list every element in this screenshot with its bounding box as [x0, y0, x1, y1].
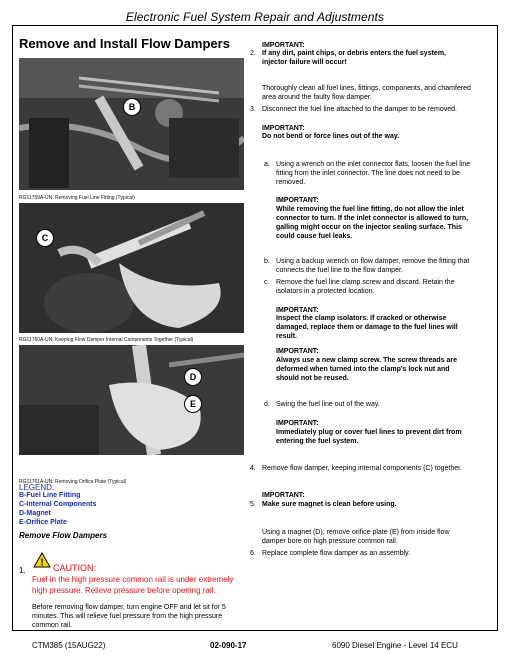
legend-item: C-Internal Components [19, 501, 97, 508]
step-1-text: Before removing flow damper, turn engine OFF and let sit for 5 minutes. This will relieve fuel pressure from the high pressure common rail. [32, 604, 226, 629]
footer-page-number: 02-090-17 [210, 641, 247, 650]
important-4-label: IMPORTANT: [276, 307, 319, 314]
footer-rule [12, 630, 498, 631]
step-5-number: 5. [250, 501, 256, 508]
substep-d-label: d. [264, 401, 270, 408]
footer-doc-id: CTM385 (15AUG22) [32, 641, 106, 650]
page-header-title: Electronic Fuel System Repair and Adjustments [125, 10, 385, 24]
legend-item: B-Fuel Line Fitting [19, 492, 81, 499]
caution-text: Fuel in the high pressure common rail is under extremely high pressure. Relieve pressure before opening rail. [32, 575, 234, 595]
important-1-label: IMPORTANT: [262, 42, 305, 49]
important-6-text: Immediately plug or cover fuel lines to prevent dirt from entering the fuel system. [276, 429, 462, 445]
step-3-text: Disconnect the fuel line attached to the damper to be removed. [262, 106, 457, 113]
substep-d-text: Swing the fuel line out of the way. [276, 401, 380, 408]
orifice-plate-photo [19, 345, 244, 455]
step-5-body: Using a magnet (D), remove orifice plate (E) from inside flow damper bore on high pressure common rail. [262, 529, 450, 545]
important-6-label: IMPORTANT: [276, 420, 319, 427]
caution-icon [33, 552, 51, 573]
legend-item: E-Orifice Plate [19, 519, 67, 526]
substep-c-label: c. [264, 279, 270, 286]
figure-3-caption: RG11761A-UN: Removing Orifice Plate (Typical) [19, 479, 127, 485]
callout-e: E [184, 395, 202, 413]
important-3-text: While removing the fuel line fitting, do not allow the inlet connector to turn. If the inlet connector is allowed to turn, galling might occur on the injector sealing surface. This could cause fuel leaks. [276, 206, 469, 240]
figure-fuel-line-fitting [19, 58, 244, 190]
legend-item: D-Magnet [19, 510, 51, 517]
section-title: Remove and Install Flow Dampers [19, 36, 230, 51]
step-3-number: 3. [250, 106, 256, 113]
step-6-number: 6. [250, 550, 256, 557]
step-6-text: Replace complete flow damper as an assembly. [262, 550, 411, 557]
subheading-remove-flow-dampers: Remove Flow Dampers [19, 531, 108, 540]
callout-c: C [36, 229, 54, 247]
step-1-number: 1. [19, 566, 26, 575]
flow-damper-photo [19, 203, 244, 333]
header-rule [12, 25, 498, 26]
callout-d: D [184, 368, 202, 386]
callout-b: B [123, 98, 141, 116]
legend-title: LEGEND: [19, 483, 55, 492]
step-5-text: Make sure magnet is clean before using. [262, 501, 397, 508]
figure-orifice-plate [19, 345, 244, 455]
important-5-label: IMPORTANT: [276, 348, 319, 355]
substep-a-label: a. [264, 161, 270, 168]
substep-b-text: Using a backup wrench on flow damper, remove the fitting that connects the fuel line to the flow damper. [276, 258, 470, 274]
caution-label: CAUTION: [53, 563, 97, 573]
step-2-number: 2. [250, 50, 256, 57]
step-4-text: Remove flow damper, keeping internal components (C) together. [262, 465, 462, 472]
important-7-label: IMPORTANT: [262, 492, 305, 499]
substep-b-label: b. [264, 258, 270, 265]
svg-text:!: ! [40, 557, 44, 568]
important-2-text: Do not bend or force lines out of the way. [262, 133, 400, 140]
figure-2-caption: RG11760A-UN: Keeping Flow Damper Internal Components Together (Typical) [19, 337, 194, 343]
figure-1-caption: RG11759A-UN: Removing Fuel Line Fitting (Typical) [19, 195, 135, 201]
step-2-text: If any dirt, paint chips, or debris enters the fuel system, injector failure will occur! [262, 50, 446, 66]
important-3-label: IMPORTANT: [276, 197, 319, 204]
left-border [12, 26, 13, 630]
right-border [497, 26, 498, 630]
step-4-number: 4. [250, 465, 256, 472]
important-2-label: IMPORTANT: [262, 125, 305, 132]
substep-a-text: Using a wrench on the inlet connector flats, loosen the fuel line fitting from the inlet connector. The line does not need to be removed. [276, 161, 471, 186]
step-2-body: Thoroughly clean all fuel lines, fittings, components, and chamfered area around the faulty flow damper. [262, 85, 471, 101]
figure-internal-components [19, 203, 244, 333]
important-4-text: Inspect the clamp isolators. If cracked or otherwise damaged, replace them or damage to the fuel lines will result. [276, 315, 458, 340]
footer-engine-title: 6090 Diesel Engine - Level 14 ECU [332, 641, 458, 650]
important-5-text: Always use a new clamp screw. The screw threads are deformed when turned into the clamp's lock nut and should not be reused. [276, 357, 458, 382]
substep-c-text: Remove the fuel line clamp screw and discard. Retain the isolators in a protected location. [276, 279, 455, 295]
fuel-line-photo [19, 58, 244, 190]
